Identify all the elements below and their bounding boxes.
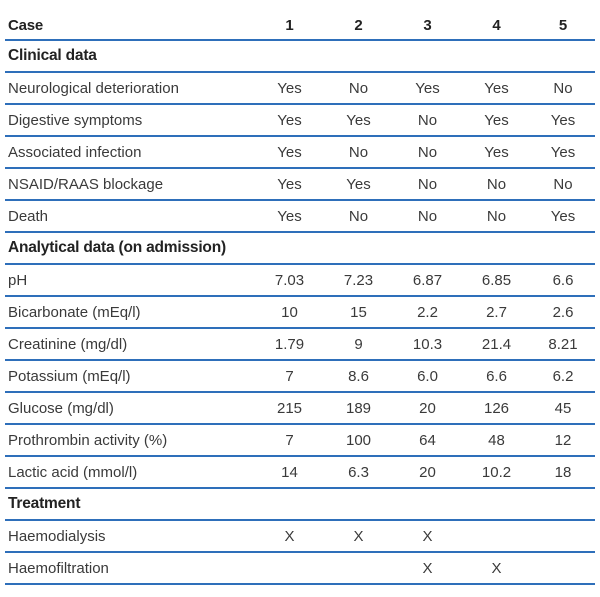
table-row — [5, 361, 595, 393]
cell-value: 9 — [354, 335, 363, 353]
cell-value: 100 — [345, 431, 372, 449]
cell-value: Yes — [484, 143, 509, 161]
cell-value: Yes — [277, 175, 302, 193]
cell-value: 6.0 — [417, 367, 438, 385]
row-label: NSAID/RAAS blockage — [8, 175, 164, 193]
cell-value: No — [417, 175, 438, 193]
cell-value: 14 — [281, 463, 298, 481]
row-label: Lactic acid (mmol/l) — [8, 463, 138, 481]
cell-value: 20 — [419, 399, 436, 417]
table-row — [5, 137, 595, 169]
cell-value: 20 — [419, 463, 436, 481]
table-row — [5, 169, 595, 201]
row-label: Haemofiltration — [8, 559, 109, 577]
cell-value: 10.3 — [412, 335, 443, 353]
cell-value: 10 — [281, 303, 298, 321]
row-label: Creatinine (mg/dl) — [8, 335, 128, 353]
row-label: Prothrombin activity (%) — [8, 431, 168, 449]
table-row — [5, 521, 595, 553]
row-label: Potassium (mEq/l) — [8, 367, 131, 385]
cell-value: Yes — [346, 175, 371, 193]
column-header-case-1: 1 — [285, 16, 294, 34]
cell-value: 12 — [554, 431, 572, 449]
section-title: Clinical data — [8, 47, 97, 65]
section-title: Analytical data (on admission) — [8, 239, 226, 257]
cell-value: No — [417, 143, 438, 161]
column-header-case-2: 2 — [354, 16, 363, 34]
cell-value: No — [486, 175, 507, 193]
cell-value: No — [348, 79, 369, 97]
cell-value: X — [284, 527, 295, 545]
cell-value: 18 — [554, 463, 572, 481]
table-row — [5, 201, 595, 233]
column-header-case-5: 5 — [558, 16, 568, 34]
cell-value: 64 — [419, 431, 436, 449]
table-row — [5, 297, 595, 329]
table-row — [5, 393, 595, 425]
cell-value: 45 — [554, 399, 572, 417]
cell-value: 7 — [285, 431, 294, 449]
cell-value: 21.4 — [481, 335, 512, 353]
row-label: pH — [8, 271, 28, 289]
cell-value: 2.6 — [552, 303, 574, 321]
table-row — [5, 329, 595, 361]
cell-value: 215 — [276, 399, 303, 417]
cell-value: 6.87 — [412, 271, 443, 289]
cell-value: Yes — [277, 143, 302, 161]
table-body — [5, 41, 595, 585]
cell-value: No — [348, 207, 369, 225]
cell-value: 6.3 — [348, 463, 369, 481]
cell-value: 6.6 — [486, 367, 507, 385]
cell-value: Yes — [346, 111, 371, 129]
cell-value: X — [353, 527, 364, 545]
row-label: Glucose (mg/dl) — [8, 399, 114, 417]
cell-value: 7 — [285, 367, 294, 385]
cell-value: 10.2 — [481, 463, 512, 481]
cell-value: 8.21 — [548, 335, 578, 353]
row-label: Digestive symptoms — [8, 111, 143, 129]
row-label: Associated infection — [8, 143, 142, 161]
section-header-row — [5, 233, 595, 265]
cell-value: 7.23 — [343, 271, 374, 289]
table-row — [5, 265, 595, 297]
row-label: Death — [8, 207, 49, 225]
cell-value: Yes — [550, 143, 576, 161]
cell-value: Yes — [484, 111, 509, 129]
cell-value: 189 — [345, 399, 372, 417]
table-row — [5, 73, 595, 105]
cell-value: Yes — [415, 79, 440, 97]
table-header-row — [5, 11, 595, 41]
section-header-row — [5, 41, 595, 73]
table-row — [5, 105, 595, 137]
cell-value: X — [422, 559, 433, 577]
cell-value: Yes — [484, 79, 509, 97]
cell-value: Yes — [277, 79, 302, 97]
row-label: Haemodialysis — [8, 527, 106, 545]
cell-value: 8.6 — [348, 367, 369, 385]
cell-value: 48 — [488, 431, 505, 449]
cell-value: No — [553, 175, 573, 193]
cell-value: No — [348, 143, 369, 161]
cell-value: Yes — [550, 111, 576, 129]
cell-value: 7.03 — [274, 271, 305, 289]
section-header-row — [5, 489, 595, 521]
column-header-case-3: 3 — [423, 16, 432, 34]
cell-value: X — [491, 559, 502, 577]
cell-value: Yes — [550, 207, 576, 225]
cell-value: No — [417, 111, 438, 129]
cell-value: 6.2 — [552, 367, 574, 385]
column-header-case: Case — [8, 16, 44, 34]
cell-value: X — [422, 527, 433, 545]
cell-value: 6.6 — [552, 271, 574, 289]
cell-value: 15 — [350, 303, 367, 321]
cell-value: 126 — [483, 399, 510, 417]
cell-value: 6.85 — [481, 271, 512, 289]
row-label: Neurological deterioration — [8, 79, 179, 97]
cell-value: Yes — [277, 111, 302, 129]
column-header-case-4: 4 — [492, 16, 501, 34]
cell-value: Yes — [277, 207, 302, 225]
table-row — [5, 553, 595, 585]
cell-value: 2.7 — [486, 303, 507, 321]
section-title: Treatment — [8, 495, 81, 513]
cell-value: No — [486, 207, 507, 225]
table-row — [5, 457, 595, 489]
cell-value: 2.2 — [417, 303, 438, 321]
cell-value: 1.79 — [274, 335, 305, 353]
table-row — [5, 425, 595, 457]
row-label: Bicarbonate (mEq/l) — [8, 303, 141, 321]
cell-value: No — [553, 79, 573, 97]
cell-value: No — [417, 207, 438, 225]
